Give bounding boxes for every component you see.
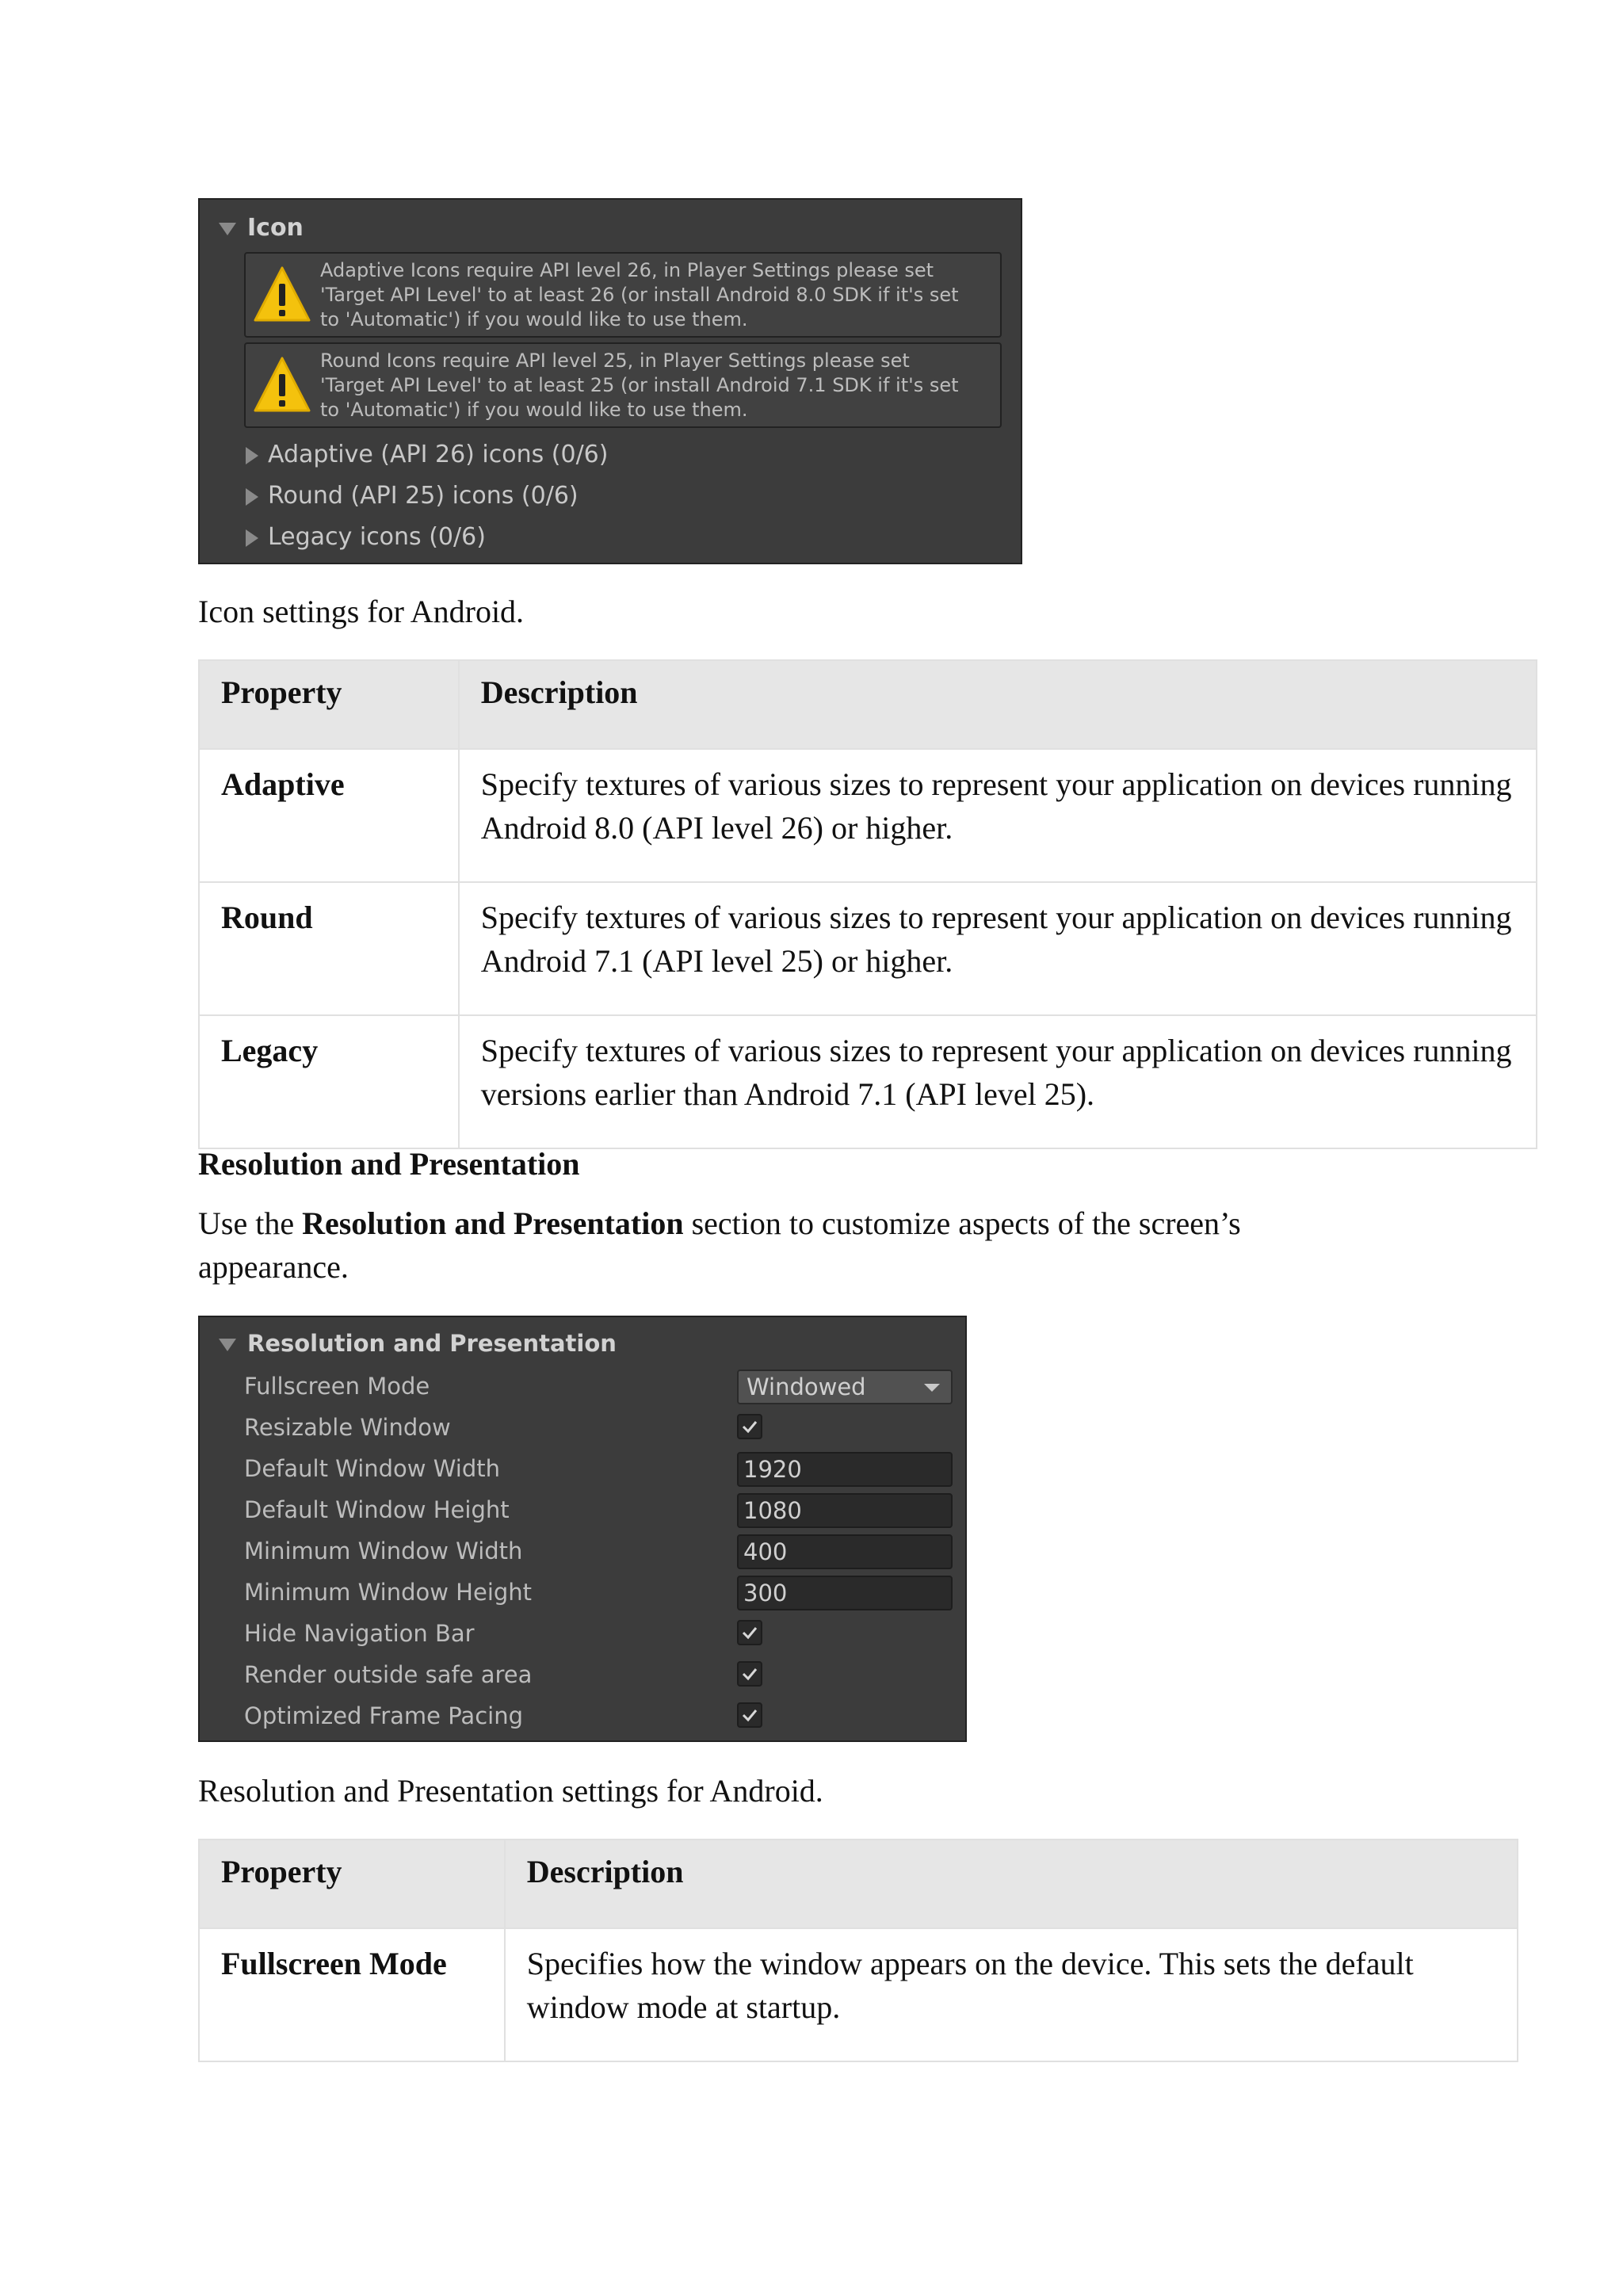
foldout-label: Round (API 25) icons (0/6) xyxy=(268,482,579,510)
warning-line: 'Target API Level' to at least 25 (or install Android 7.1 SDK if it's set xyxy=(320,374,959,396)
checkmark-icon xyxy=(741,1624,758,1641)
icon-foldout-header[interactable] xyxy=(219,214,304,242)
resizable-window-checkbox[interactable] xyxy=(737,1414,762,1439)
foldout-arrow-icon xyxy=(246,488,258,506)
dropdown-arrow-icon xyxy=(924,1384,940,1392)
resolution-header-label: Resolution and Presentation xyxy=(247,1330,617,1357)
resolution-caption: Resolution and Presentation settings for Android. xyxy=(198,1773,823,1809)
resizable-window-label: Resizable Window xyxy=(244,1414,451,1441)
warning-line: to 'Automatic') if you would like to use them. xyxy=(320,399,748,421)
minimum-window-width-field[interactable]: 400 xyxy=(737,1534,953,1569)
table-header-row xyxy=(199,660,1537,749)
fullscreen-mode-label: Fullscreen Mode xyxy=(244,1373,430,1400)
resolution-intro xyxy=(198,1201,1347,1289)
fullscreen-mode-value: Windowed xyxy=(747,1373,866,1400)
table-row xyxy=(199,749,1537,882)
foldout-arrow-icon xyxy=(246,447,258,464)
resolution-properties-table xyxy=(198,1839,1518,2062)
foldout-label: Adaptive (API 26) icons (0/6) xyxy=(268,441,609,468)
icon-properties-table xyxy=(198,659,1537,1149)
optimized-frame-pacing-label: Optimized Frame Pacing xyxy=(244,1702,523,1729)
warning-icon xyxy=(252,353,312,417)
table-cell-description: Specify textures of various sizes to represent your application on devices running Android 8.0 (API level 26) or higher. xyxy=(459,749,1537,882)
foldout-arrow-icon xyxy=(246,529,258,547)
optimized-frame-pacing-checkbox[interactable] xyxy=(737,1702,762,1728)
warning-line: to 'Automatic') if you would like to use them. xyxy=(320,308,748,330)
table-header-description: Description xyxy=(505,1839,1518,1928)
table-header-row xyxy=(199,1839,1518,1928)
table-cell-description: Specifies how the window appears on the device. This sets the default window mode at startup. xyxy=(505,1928,1518,2061)
table-cell-description: Specify textures of various sizes to represent your application on devices running Android 7.1 (API level 25) or higher. xyxy=(459,882,1537,1015)
table-row xyxy=(199,882,1537,1015)
resolution-foldout-header[interactable] xyxy=(219,1330,617,1357)
table-cell-property: Round xyxy=(199,882,459,1015)
round-icons-foldout[interactable] xyxy=(246,482,579,510)
foldout-label: Legacy icons (0/6) xyxy=(268,523,486,551)
fullscreen-mode-dropdown[interactable] xyxy=(737,1370,953,1404)
table-cell-description: Specify textures of various sizes to represent your application on devices running versions earlier than Android 7.1 (API level 25). xyxy=(459,1015,1537,1148)
adaptive-icon-warning xyxy=(244,252,1002,338)
default-window-height-field[interactable]: 1080 xyxy=(737,1493,953,1528)
resolution-presentation-panel xyxy=(198,1316,967,1742)
foldout-arrow-icon xyxy=(219,223,236,235)
hide-navigation-bar-label: Hide Navigation Bar xyxy=(244,1620,475,1647)
warning-icon xyxy=(252,263,312,327)
table-row xyxy=(199,1928,1518,2061)
adaptive-icons-foldout[interactable] xyxy=(246,441,608,468)
table-header-description: Description xyxy=(459,660,1537,749)
warning-line: Adaptive Icons require API level 26, in Player Settings please set xyxy=(320,259,934,281)
intro-bold: Resolution and Presentation xyxy=(302,1205,684,1241)
default-window-width-label: Default Window Width xyxy=(244,1455,500,1482)
icon-header-label: Icon xyxy=(247,214,304,242)
table-header-property: Property xyxy=(199,660,459,749)
minimum-window-height-field[interactable]: 300 xyxy=(737,1576,953,1610)
checkmark-icon xyxy=(741,1665,758,1683)
hide-navigation-bar-checkbox[interactable] xyxy=(737,1620,762,1645)
table-header-property: Property xyxy=(199,1839,505,1928)
table-cell-property: Adaptive xyxy=(199,749,459,882)
icon-caption: Icon settings for Android. xyxy=(198,594,525,629)
warning-line: 'Target API Level' to at least 26 (or install Android 8.0 SDK if it's set xyxy=(320,284,959,306)
intro-prefix: Use the xyxy=(198,1205,303,1241)
minimum-window-height-label: Minimum Window Height xyxy=(244,1579,533,1606)
checkmark-icon xyxy=(741,1418,758,1435)
warning-text xyxy=(320,349,994,422)
intro-suffix: section to customize aspects of the screen’s appearance. xyxy=(198,1205,1241,1285)
checkmark-icon xyxy=(741,1706,758,1724)
render-outside-safe-area-label: Render outside safe area xyxy=(244,1661,533,1688)
table-cell-property: Legacy xyxy=(199,1015,459,1148)
default-window-width-field[interactable]: 1920 xyxy=(737,1452,953,1487)
foldout-arrow-icon xyxy=(219,1339,236,1351)
warning-text xyxy=(320,258,994,332)
minimum-window-width-label: Minimum Window Width xyxy=(244,1538,523,1564)
legacy-icons-foldout[interactable] xyxy=(246,523,486,551)
warning-line: Round Icons require API level 25, in Player Settings please set xyxy=(320,350,910,372)
table-row xyxy=(199,1015,1537,1148)
table-cell-property: Fullscreen Mode xyxy=(199,1928,505,2061)
resolution-heading: Resolution and Presentation xyxy=(198,1146,580,1182)
default-window-height-label: Default Window Height xyxy=(244,1496,510,1523)
round-icon-warning xyxy=(244,342,1002,428)
render-outside-safe-area-checkbox[interactable] xyxy=(737,1661,762,1687)
icon-settings-panel xyxy=(198,198,1022,564)
